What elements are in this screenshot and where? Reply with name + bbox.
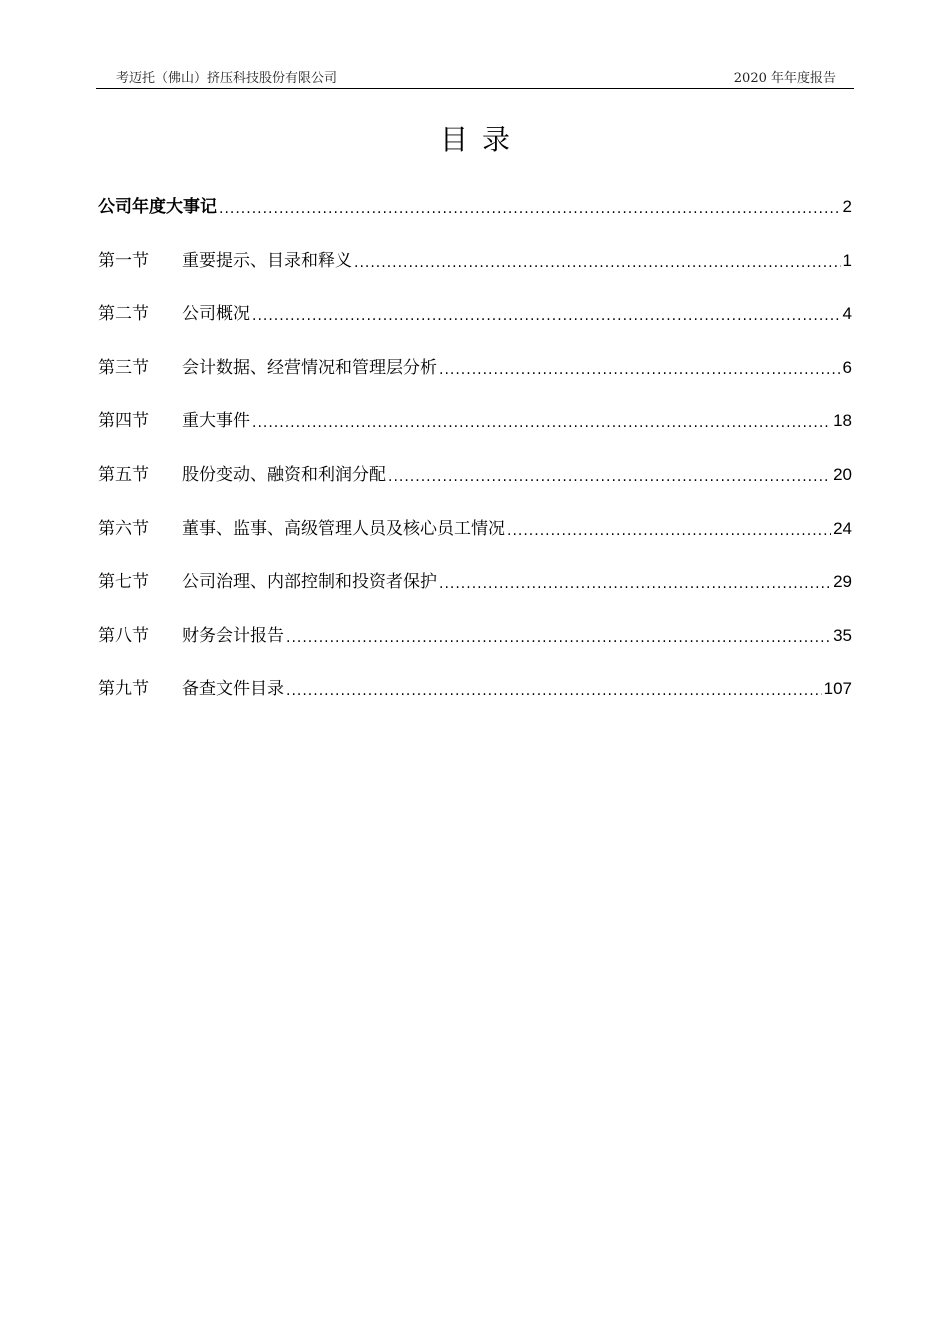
toc-entry-page: 24 [833, 518, 852, 538]
toc-entry-label: 会计数据、经营情况和管理层分析 [182, 357, 437, 378]
toc-leader-dots [219, 197, 841, 221]
header-report-title: 2020 年年度报告 [733, 71, 836, 86]
toc-entry-section-3[interactable] [98, 356, 852, 410]
toc-leader-dots [252, 411, 831, 435]
toc-leader-dots [439, 358, 841, 382]
page-header [96, 64, 854, 89]
toc-entry-label: 备查文件目录 [182, 679, 284, 700]
toc-entry-section: 第五节 [98, 464, 149, 485]
toc-entry-page: 35 [833, 625, 852, 645]
toc-entry-page: 20 [833, 464, 852, 484]
toc-entry-page: 18 [833, 411, 852, 431]
toc-entry-page: 29 [833, 572, 852, 592]
toc-leader-dots [507, 519, 831, 543]
toc-entry-label: 公司治理、内部控制和投资者保护 [182, 572, 437, 593]
toc-entry-label: 公司概况 [182, 304, 250, 325]
toc-entry-label: 股份变动、融资和利润分配 [182, 464, 386, 485]
toc-entry-section: 第六节 [98, 518, 149, 539]
toc-entry-section-6[interactable] [98, 517, 852, 571]
toc-entry-page: 6 [842, 357, 852, 377]
toc-entry-section-2[interactable] [98, 302, 852, 356]
toc-entry-section-7[interactable] [98, 570, 852, 624]
toc-entry-label: 公司年度大事记 [98, 197, 217, 217]
toc-entry-section: 第八节 [98, 625, 149, 646]
toc-entry-section: 第一节 [98, 250, 149, 271]
header-company-name: 考迈托（佛山）挤压科技股份有限公司 [116, 71, 338, 86]
toc-entry-section: 第四节 [98, 411, 149, 432]
toc-entry-section: 第三节 [98, 357, 149, 378]
toc-entry-section: 第九节 [98, 679, 149, 700]
toc-leader-dots [286, 626, 831, 650]
toc-entry-page: 1 [842, 250, 852, 270]
toc-entry-label: 重要提示、目录和释义 [182, 250, 352, 271]
table-of-contents [98, 195, 852, 731]
toc-entry-label: 财务会计报告 [182, 625, 284, 646]
toc-entry-section-4[interactable] [98, 409, 852, 463]
toc-leader-dots [354, 251, 841, 275]
toc-leader-dots [388, 465, 831, 489]
toc-entry-section-5[interactable] [98, 463, 852, 517]
toc-entry-section: 第七节 [98, 572, 149, 593]
page-title: 目录 [439, 123, 524, 156]
toc-entry-section: 第二节 [98, 304, 149, 325]
toc-entry-label: 董事、监事、高级管理人员及核心员工情况 [182, 518, 505, 539]
toc-entry-section-9[interactable] [98, 677, 852, 731]
toc-entry-events[interactable] [98, 195, 852, 249]
toc-entry-page: 4 [842, 304, 852, 324]
toc-entry-section-1[interactable] [98, 249, 852, 303]
toc-leader-dots [286, 679, 822, 703]
toc-leader-dots [252, 304, 841, 328]
toc-entry-page: 2 [842, 197, 852, 216]
toc-entry-page: 107 [823, 679, 852, 699]
toc-leader-dots [439, 572, 831, 596]
toc-entry-label: 重大事件 [182, 411, 250, 432]
toc-entry-section-8[interactable] [98, 624, 852, 678]
